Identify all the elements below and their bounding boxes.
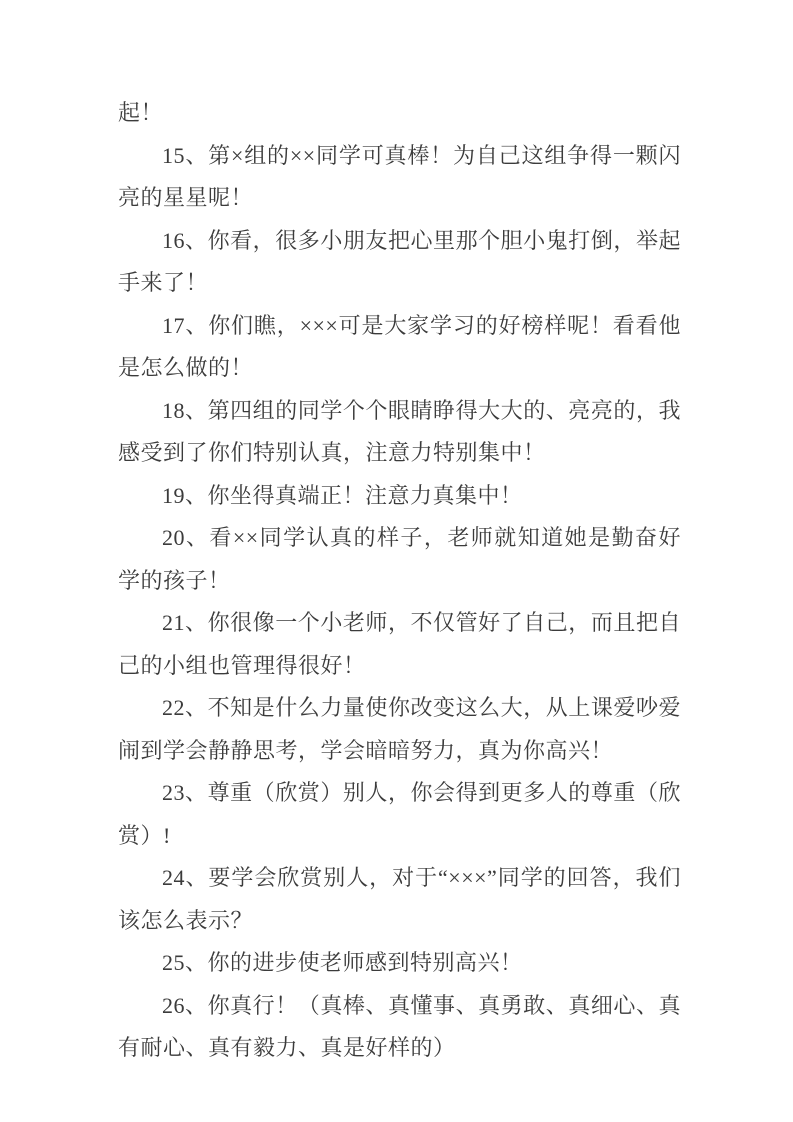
paragraph: 17、你们瞧，×××可是大家学习的好榜样呢！看看他是怎么做的！ [118,312,681,380]
paragraph: 18、第四组的同学个个眼睛睁得大大的、亮亮的，我感受到了你们特别认真，注意力特别集中！ [118,397,681,465]
paragraph: 25、你的进步使老师感到特别高兴！ [162,950,523,975]
paragraph: 起！ [118,100,164,125]
document-content [118,92,681,1070]
paragraph: 26、你真行！（真棒、真懂事、真勇敢、真细心、真有耐心、真有毅力、真是好样的） [118,992,681,1060]
paragraph: 21、你很像一个小老师，不仅管好了自己，而且把自己的小组也管理得很好！ [118,610,681,678]
paragraph: 15、第×组的××同学可真棒！为自己这组争得一颗闪亮的星星呢！ [118,142,681,210]
paragraph: 22、不知是什么力量使你改变这么大，从上课爱吵爱闹到学会静静思考，学会暗暗努力，真为你高兴！ [118,695,681,763]
paragraph: 23、尊重（欣赏）别人，你会得到更多人的尊重（欣赏）! [118,780,681,848]
paragraph: 20、看××同学认真的样子，老师就知道她是勤奋好学的孩子！ [118,525,681,593]
paragraph: 16、你看，很多小朋友把心里那个胆小鬼打倒，举起手来了！ [118,227,681,295]
paragraph: 19、你坐得真端正！注意力真集中！ [162,482,523,508]
paragraph: 24、要学会欣赏别人，对于“×××”同学的回答，我们该怎么表示？ [118,865,681,933]
